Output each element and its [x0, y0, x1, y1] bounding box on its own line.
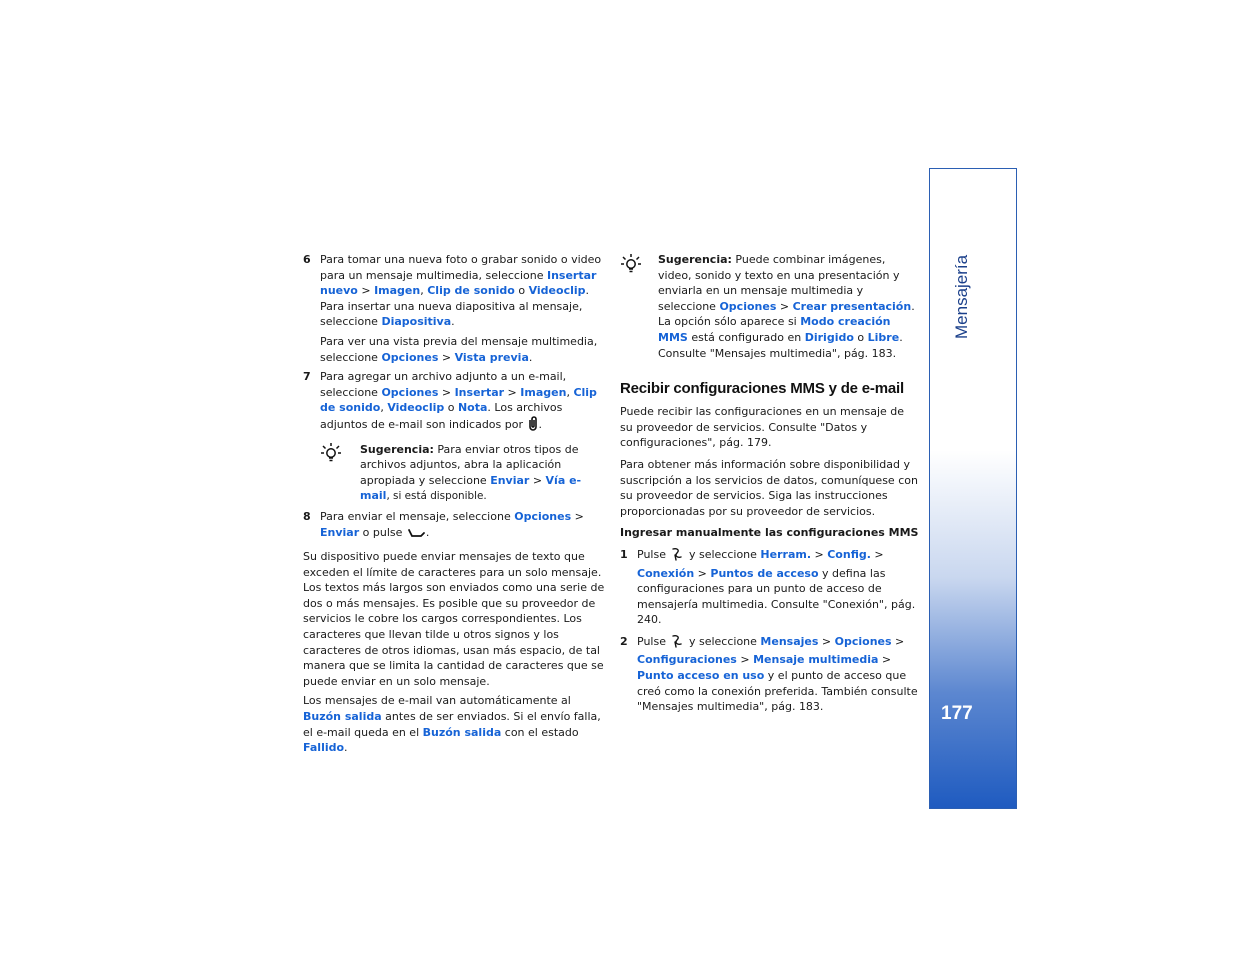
link-buzon-salida[interactable]: Buzón salida — [303, 710, 382, 724]
step-number: 6 — [303, 253, 311, 266]
link-opciones[interactable]: Opciones — [834, 634, 892, 648]
link-videoclip[interactable]: Videoclip — [528, 284, 586, 298]
step-7 — [303, 369, 605, 435]
step-text: Para tomar una nueva foto o grabar sonido o video para un mensaje multimedia, seleccione Insertar nuevo > Imagen, Clip de sonido o Videoclip. Para insertar una nueva diapositiva al mensaje, seleccione Diapositiva. — [320, 253, 602, 329]
link-opciones[interactable]: Opciones — [719, 299, 777, 313]
receive-settings-paragraph: Puede recibir las configuraciones en un mensaje de su proveedor de servicios. Consulte "Datos y configuraciones", pág. 179. — [620, 405, 905, 450]
step-6 — [303, 252, 605, 365]
link-mensajes[interactable]: Mensajes — [760, 634, 819, 648]
link-crear-presentacion[interactable]: Crear presentación — [792, 299, 912, 313]
email-outbox-paragraph: Los mensajes de e-mail van automáticamente al Buzón salida antes de ser enviados. Si el envío falla, el e-mail queda en el Buzón salida con el estado Fallido. — [303, 694, 601, 755]
link-videoclip[interactable]: Videoclip — [387, 401, 445, 415]
link-configuraciones[interactable]: Configuraciones — [637, 653, 737, 667]
section-heading: Recibir configuraciones MMS y de e-mail — [620, 380, 904, 398]
link-config[interactable]: Config. — [827, 547, 871, 561]
left-column — [303, 252, 605, 760]
right-column — [620, 252, 920, 719]
tip-text: Sugerencia: Puede combinar imágenes, video, sonido y texto en una presentación y enviarla en un mensaje multimedia y seleccione Opciones > Crear presentación. La opción sólo aparece si Modo creación MMS está configurado en Dirigido o Libre. Consulte "Mensajes multimedia", pág. 183. — [658, 253, 915, 360]
availability-paragraph: Para obtener más información sobre disponibilidad y suscripción a los servicios de datos, comuníquese con su proveedor de servicios. Siga las instrucciones proporcionadas por su proveedor de servicios. — [620, 457, 918, 518]
tip-label: Sugerencia: — [658, 253, 732, 266]
link-conexion[interactable]: Conexión — [637, 566, 695, 580]
menu-key-icon — [669, 634, 685, 653]
step-2 — [620, 634, 920, 715]
link-clip-de-sonido[interactable]: Clip de sonido — [320, 385, 597, 415]
step-number: 2 — [620, 634, 628, 648]
step-subtext: Para ver una vista previa del mensaje multimedia, seleccione Opciones > Vista previa. — [320, 334, 598, 364]
menu-key-icon — [669, 547, 685, 566]
link-opciones[interactable]: Opciones — [381, 385, 439, 399]
link-opciones[interactable]: Opciones — [514, 509, 572, 523]
tip-text: Sugerencia: Para enviar otros tipos de archivos adjuntos, abra la aplicación apropiada y seleccione Enviar > Vía e-mail, si está disponible. — [360, 442, 582, 503]
step-text: Para agregar un archivo adjunto a un e-mail, seleccione Opciones > Insertar > Imagen, Clip de sonido, Videoclip o Nota. Los archivos adjuntos de e-mail son indicados por . — [320, 369, 605, 435]
link-fallido[interactable]: Fallido — [303, 741, 345, 755]
chapter-tab — [929, 168, 1017, 809]
link-imagen[interactable]: Imagen — [520, 385, 567, 399]
link-enviar[interactable]: Enviar — [320, 525, 360, 539]
step-8 — [303, 509, 605, 543]
paperclip-icon — [527, 416, 539, 436]
link-modo-creacion-mms[interactable]: Modo creación MMS — [658, 315, 891, 344]
tip-presentation — [620, 252, 920, 361]
link-enviar[interactable]: Enviar — [490, 473, 530, 487]
link-vista-previa[interactable]: Vista previa — [454, 350, 529, 364]
long-messages-paragraph: Su dispositivo puede enviar mensajes de texto que exceden el límite de caracteres para un solo mensaje. Los textos más largos son enviados como una serie de dos o más mensajes. Es posible que su proveedor de servicios le cobre los cargos correspondientes. Los caracteres que llevan tilde u otros signos y los caracteres de otros idiomas, usan más espacio, de tal manera que se limita la cantidad de caracteres que se puede enviar en un solo mensaje. — [303, 550, 605, 688]
step-text: Pulse y seleccione Herram. > Config. > Conexión > Puntos de acceso y defina las configuraciones para un punto de acceso de mensajería multimedia. Consulte "Conexión", pág. 240. — [637, 547, 916, 627]
link-via-email[interactable]: Vía e-mail — [360, 473, 582, 503]
step-1 — [620, 547, 920, 628]
link-puntos-de-acceso[interactable]: Puntos de acceso — [710, 566, 819, 580]
call-key-icon — [406, 527, 426, 544]
link-buzon-salida[interactable]: Buzón salida — [422, 725, 502, 739]
link-nota[interactable]: Nota — [457, 401, 488, 415]
link-herram[interactable]: Herram. — [760, 547, 812, 561]
link-diapositiva[interactable]: Diapositiva — [381, 315, 452, 329]
step-number: 1 — [620, 547, 628, 561]
lightbulb-icon — [320, 442, 342, 464]
tip-label: Sugerencia: — [360, 442, 434, 456]
link-dirigido[interactable]: Dirigido — [804, 330, 854, 344]
link-libre[interactable]: Libre — [867, 330, 900, 344]
step-number: 7 — [303, 370, 311, 384]
link-imagen[interactable]: Imagen — [374, 284, 421, 298]
subsection-heading: Ingresar manualmente las configuraciones MMS — [620, 526, 919, 540]
link-opciones[interactable]: Opciones — [381, 350, 439, 364]
step-text: Pulse y seleccione Mensajes > Opciones > Configuraciones > Mensaje multimedia > Punto acceso en uso y el punto de acceso que creó como la conexión preferida. También consulte "Mensajes multimedia", pág. 183. — [637, 634, 918, 714]
link-punto-acceso-en-uso[interactable]: Punto acceso en uso — [637, 669, 765, 683]
link-insertar-nuevo[interactable]: Insertar nuevo — [320, 268, 597, 298]
chapter-title: Mensajería — [952, 254, 971, 339]
link-mensaje-multimedia[interactable]: Mensaje multimedia — [753, 653, 879, 667]
link-clip-de-sonido[interactable]: Clip de sonido — [427, 284, 515, 298]
tip-send-attachments — [320, 442, 605, 505]
link-insertar[interactable]: Insertar — [454, 385, 505, 399]
page-number: 177 — [941, 703, 973, 724]
lightbulb-icon — [620, 253, 642, 275]
step-number: 8 — [303, 509, 311, 523]
step-text: Para enviar el mensaje, seleccione Opciones > Enviar o pulse . — [320, 509, 605, 543]
